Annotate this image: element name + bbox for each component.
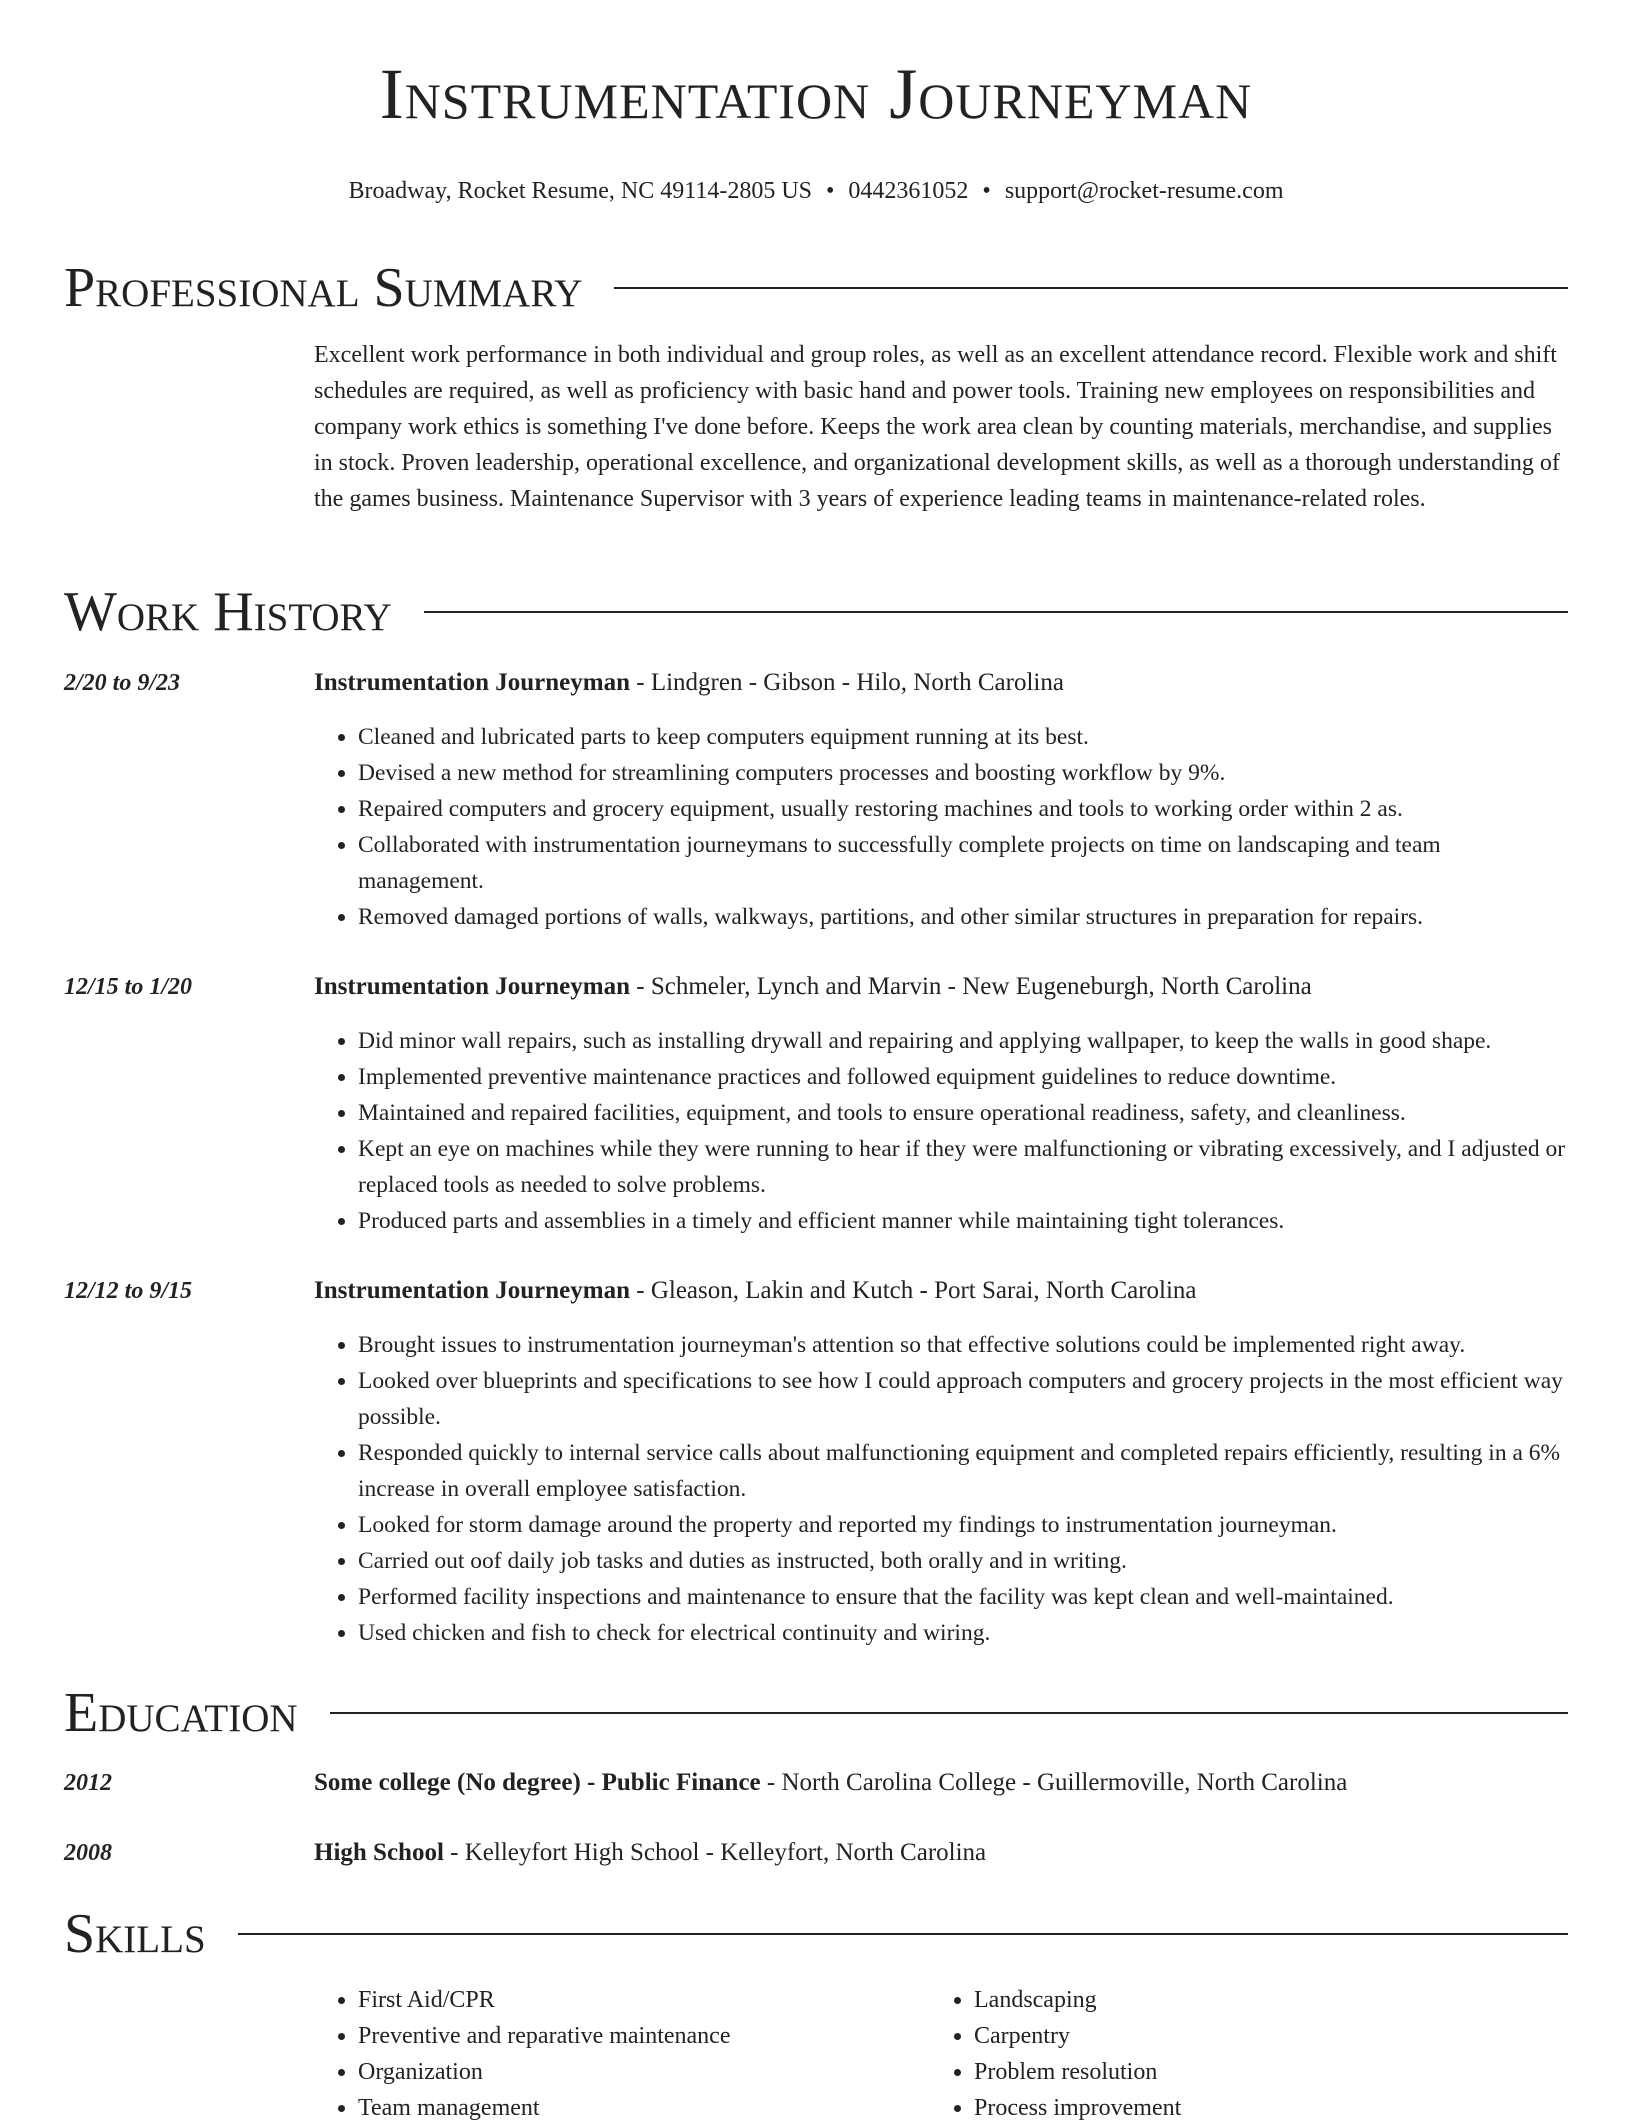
section-divider: [238, 1933, 1568, 1935]
skill-item: • Preventive and reparative maintenance: [358, 2018, 930, 2054]
education-degree: Some college (No degree) - Public Finance: [314, 1769, 761, 1796]
skills-column-right: [930, 1982, 1546, 2126]
job-bullet: • Kept an eye on machines while they were running to hear if they were malfunctioning or vibrating excessively, and I adjusted or replaced tools as needed to solve problems.: [358, 1131, 1568, 1203]
job-bullet: • Looked for storm damage around the property and reported my findings to instrumentation journeyman.: [358, 1507, 1568, 1543]
skill-item: • Carpentry: [974, 2018, 1546, 2054]
summary-heading: Professional Summary: [64, 257, 583, 319]
skill-item: • Problem resolution: [974, 2054, 1546, 2090]
skill-item: • First Aid/CPR: [358, 1982, 930, 2018]
education-section-header: [64, 1681, 1568, 1745]
job-employer: - Lindgren - Gibson - Hilo, North Carolina: [630, 669, 1064, 696]
skill-item: • Team management: [358, 2090, 930, 2126]
job-date: 12/12 to 9/15: [64, 1278, 193, 1304]
job-bullet: • Did minor wall repairs, such as installing drywall and repairing and applying wallpaper, to keep the walls in good shape.: [358, 1023, 1568, 1059]
job-bullet: • Performed facility inspections and maintenance to ensure that the facility was kept clean and well-maintained.: [358, 1579, 1568, 1615]
work-history-heading: Work History: [64, 581, 392, 643]
education-date: 2012: [64, 1770, 112, 1796]
skills-heading: Skills: [64, 1903, 206, 1965]
job-bullet: • Used chicken and fish to check for electrical continuity and wiring.: [358, 1615, 1568, 1651]
education-title-line: [314, 1837, 986, 1869]
job-bullet: • Devised a new method for streamlining computers processes and boosting workflow by 9%.: [358, 755, 1568, 791]
job-bullet: • Brought issues to instrumentation journeyman's attention so that effective solutions could be implemented right away.: [358, 1327, 1568, 1363]
education-heading: Education: [64, 1682, 298, 1744]
skill-item: • Landscaping: [974, 1982, 1546, 2018]
job-bullet: • Removed damaged portions of walls, walkways, partitions, and other similar structures in preparation for repairs.: [358, 899, 1568, 935]
job-bullet: • Responded quickly to internal service calls about malfunctioning equipment and completed repairs efficiently, resulting in a 6% increase in overall employee satisfaction.: [358, 1435, 1568, 1507]
job-title-line: [314, 971, 1312, 1003]
job-bullet: • Collaborated with instrumentation journeymans to successfully complete projects on time on landscaping and team management.: [358, 827, 1568, 899]
job-bullet: • Implemented preventive maintenance practices and followed equipment guidelines to reduce downtime.: [358, 1059, 1568, 1095]
section-divider: [330, 1712, 1568, 1714]
job-bullet: • Repaired computers and grocery equipment, usually restoring machines and tools to working order within 2 as.: [358, 791, 1568, 827]
job-bullets: [314, 1023, 1568, 1239]
contact-phone: 0442361052: [848, 178, 969, 204]
job-bullet: • Cleaned and lubricated parts to keep computers equipment running at its best.: [358, 719, 1568, 755]
skill-item: • Process improvement: [974, 2090, 1546, 2126]
job-bullet: • Looked over blueprints and specifications to see how I could approach computers and grocery projects in the most efficient way possible.: [358, 1363, 1568, 1435]
job-employer: - Schmeler, Lynch and Marvin - New Eugeneburgh, North Carolina: [630, 973, 1312, 1000]
job-bullet: • Carried out oof daily job tasks and duties as instructed, both orally and in writing.: [358, 1543, 1568, 1579]
contact-line: [0, 176, 1632, 206]
job-bullets: [314, 719, 1568, 935]
education-school: - Kelleyfort High School - Kelleyfort, North Carolina: [443, 1839, 987, 1866]
education-degree: High School: [314, 1839, 444, 1866]
job-date: 2/20 to 9/23: [64, 670, 181, 696]
education-title-line: [314, 1767, 1347, 1799]
skills-list: [314, 1982, 1570, 2126]
contact-separator: •: [982, 178, 991, 204]
job-bullet: • Produced parts and assemblies in a timely and efficient manner while maintaining tight tolerances.: [358, 1203, 1568, 1239]
job-date: 12/15 to 1/20: [64, 974, 193, 1000]
job-employer: - Gleason, Lakin and Kutch - Port Sarai, North Carolina: [630, 1277, 1197, 1304]
job-title: Instrumentation Journeyman: [314, 973, 630, 1000]
contact-address: Broadway, Rocket Resume, NC 49114-2805 US: [348, 178, 812, 204]
education-date: 2008: [64, 1840, 112, 1866]
section-divider: [424, 611, 1568, 613]
section-divider: [614, 287, 1568, 289]
contact-email: support@rocket-resume.com: [1004, 178, 1284, 204]
job-bullet: • Maintained and repaired facilities, equipment, and tools to ensure operational readiness, safety, and cleanliness.: [358, 1095, 1568, 1131]
job-bullets: [314, 1327, 1568, 1651]
skill-item: • Organization: [358, 2054, 930, 2090]
education-school: - North Carolina College - Guillermoville, North Carolina: [760, 1769, 1348, 1796]
job-title-line: [314, 1275, 1197, 1307]
summary-text: Excellent work performance in both individual and group roles, as well as an excellent attendance record. Flexible work and shift schedules are required, as well as proficiency with basic hand and power tools. Training new employees on responsibilities and company work ethics is something I've done before. Keeps the work area clean by counting materials, merchandise, and supplies in stock. Proven leadership, operational excellence, and organizational development skills, as well as a thorough understanding of the games business. Maintenance Supervisor with 3 years of experience leading teams in maintenance-related roles.: [314, 342, 1560, 512]
job-title: Instrumentation Journeyman: [314, 669, 630, 696]
candidate-name: Instrumentation Journeyman: [379, 54, 1253, 134]
summary-section-header: [64, 256, 1568, 320]
skills-column-left: [314, 1982, 930, 2126]
job-title-line: [314, 667, 1064, 699]
job-title: Instrumentation Journeyman: [314, 1277, 630, 1304]
work-history-section-header: [64, 580, 1568, 644]
skills-section-header: [64, 1902, 1568, 1966]
contact-separator: •: [826, 178, 835, 204]
